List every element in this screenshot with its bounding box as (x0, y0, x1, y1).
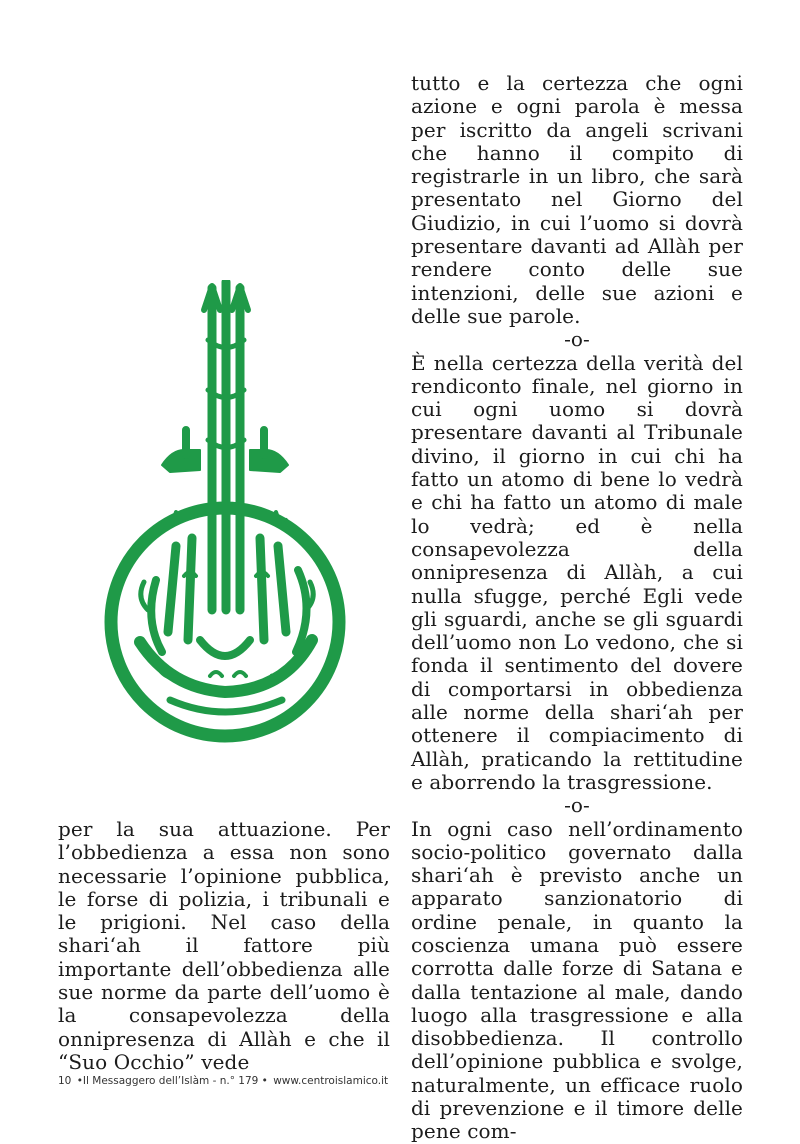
paragraph: per la sua attuazione. Per l’obbedienza a essa non sono necessarie l’opinione pubblica, le forse di polizia, i tribunali e le prigioni. Nel caso della shari‘ah il fattore più importante dell’obbedienza alle sue norme da parte dell’uomo è la consapevolezza della onnipresenza di Allàh e che il “Suo Occhio” vede (58, 817, 390, 1074)
bismillah-calligraphy-icon (100, 280, 350, 750)
publication-name: •Il Messaggero dell’Islàm - n.° 179 • (76, 1075, 268, 1087)
section-separator: -o- (564, 793, 590, 818)
right-column (411, 72, 743, 1144)
paragraph: È nella certezza della verità del rendiconto finale, nel giorno in cui ogni uomo si dovrà presentare davanti al Tribunale divino, il giorno in cui chi ha fatto un atomo di bene lo vedrà e chi ha fatto un atomo di male lo vedrà; ed è nella consapevolezza della onnipresenza di Allàh, a cui nulla sfugge, perché Egli vede gli sguardi, anche se gli sguardi dell’uomo non Lo vedono, che si fonda il sentimento del dovere di comportarsi in obbedienza alle norme della shari‘ah per ottenere il compiacimento di Allàh, praticando la rettitudine e aborrendo la trasgressione. (411, 350, 743, 794)
section-separator: -o- (564, 327, 590, 352)
page-number: 10 (58, 1075, 72, 1087)
website-link[interactable]: www.centroislamico.it (273, 1075, 389, 1087)
page-footer (58, 1075, 390, 1087)
left-column (58, 818, 390, 1074)
paragraph: In ogni caso nell’ordinamento socio-politico governato dalla shari‘ah è previsto anche un apparato sanzionatorio di ordine penale, in quanto la coscienza umana può essere corrotta dalle forze di Satana e dalla tentazione al male, dando luogo alla trasgressione e alla disobbedienza. Il controllo dell’opinione pubblica e svolge, naturalmente, un efficace ruolo di prevenzione e il timore delle pene com- (411, 816, 743, 1144)
paragraph: tutto e la certezza che ogni azione e ogni parola è messa per iscritto da angeli scrivani che hanno il compito di registrarle in un libro, che sarà presentato nel Giorno del Giudizio, in cui l’uomo si dovrà presentare davanti ad Allàh per rendere conto delle sue intenzioni, delle sue azioni e delle sue parole. (411, 71, 743, 328)
